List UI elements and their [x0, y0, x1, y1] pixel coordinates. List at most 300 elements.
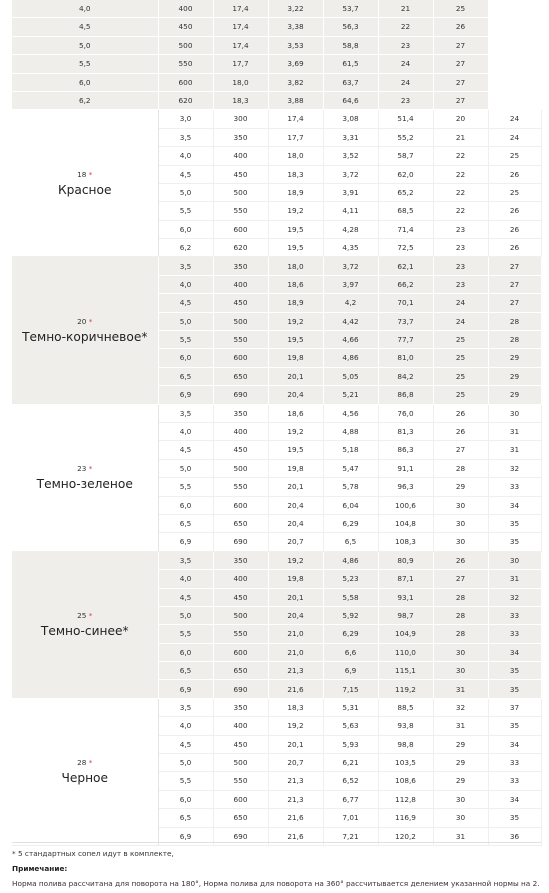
table-row	[12, 55, 541, 73]
table-cell: 18,6	[268, 275, 323, 293]
table-cell: 20,7	[268, 533, 323, 551]
table-cell: 6,0	[12, 73, 158, 91]
nozzle-color-name: Черное	[61, 771, 108, 786]
table-cell: 34	[488, 790, 541, 808]
table-cell: 93,1	[378, 588, 433, 606]
table-cell: 5,31	[323, 698, 378, 716]
table-cell: 27	[433, 570, 488, 588]
table-cell: 81,0	[378, 349, 433, 367]
table-cell: 112,8	[378, 790, 433, 808]
table-cell: 5,0	[158, 754, 213, 772]
table-row	[12, 257, 541, 275]
table-cell: 3,97	[323, 275, 378, 293]
table-cell: 18,6	[268, 404, 323, 422]
table-cell: 33	[488, 478, 541, 496]
table-cell: 3,5	[158, 404, 213, 422]
color-group-cell	[12, 404, 158, 551]
nozzle-performance-table	[12, 0, 542, 846]
table-cell: 17,4	[213, 0, 268, 18]
table-cell: 6,9	[158, 533, 213, 551]
nozzle-number-value: 18	[77, 169, 87, 179]
table-cell: 4,5	[158, 294, 213, 312]
table-cell: 19,2	[268, 717, 323, 735]
table-cell: 21,6	[268, 809, 323, 827]
table-cell: 5,47	[323, 459, 378, 477]
table-cell: 62,0	[378, 165, 433, 183]
table-cell: 6,0	[158, 349, 213, 367]
table-cell: 23	[433, 257, 488, 275]
table-cell: 7,01	[323, 809, 378, 827]
table-cell: 35	[488, 662, 541, 680]
table-cell: 600	[213, 790, 268, 808]
divider	[12, 842, 541, 843]
table-cell: 600	[213, 643, 268, 661]
table-cell: 20,4	[268, 514, 323, 532]
table-cell: 27	[488, 257, 541, 275]
table-cell: 3,22	[268, 0, 323, 18]
table-cell: 3,88	[268, 91, 323, 109]
table-cell: 30	[433, 662, 488, 680]
table-cell: 23	[433, 220, 488, 238]
nozzle-number	[12, 171, 158, 178]
nozzle-color-name: Красное	[58, 182, 112, 197]
table-cell: 450	[213, 294, 268, 312]
table-cell: 64,6	[323, 91, 378, 109]
table-cell: 19,8	[268, 570, 323, 588]
nozzle-number-value: 28	[77, 758, 87, 768]
nozzle-star: *	[88, 316, 93, 326]
table-cell: 86,3	[378, 441, 433, 459]
table-cell: 5,5	[12, 55, 158, 73]
table-cell: 23	[433, 239, 488, 257]
table-cell: 96,3	[378, 478, 433, 496]
table-cell: 24	[378, 73, 433, 91]
table-cell: 4,42	[323, 312, 378, 330]
table-cell: 27	[488, 294, 541, 312]
table-cell: 108,6	[378, 772, 433, 790]
table-cell: 6,2	[158, 239, 213, 257]
table-cell: 4,56	[323, 404, 378, 422]
table-cell: 6,77	[323, 790, 378, 808]
table-cell: 17,4	[213, 18, 268, 36]
table-cell: 33	[488, 772, 541, 790]
table-cell: 18,9	[268, 294, 323, 312]
table-cell: 18,3	[213, 91, 268, 109]
table-cell: 32	[488, 588, 541, 606]
table-cell: 650	[213, 514, 268, 532]
table-cell: 63,7	[323, 73, 378, 91]
table-cell: 71,4	[378, 220, 433, 238]
table-cell: 18,0	[268, 257, 323, 275]
table-cell: 6,29	[323, 514, 378, 532]
table-cell: 3,91	[323, 183, 378, 201]
table-cell: 58,7	[378, 147, 433, 165]
table-cell: 7,15	[323, 680, 378, 698]
table-cell: 620	[213, 239, 268, 257]
color-group-cell	[12, 110, 158, 257]
table-cell: 450	[213, 441, 268, 459]
table-cell: 31	[433, 827, 488, 845]
nozzle-number	[12, 465, 158, 472]
table-cell: 35	[488, 809, 541, 827]
footnote-text: * 5 стандартных сопел идут в комплекте,	[12, 849, 174, 858]
table-cell: 31	[488, 570, 541, 588]
table-cell: 19,5	[268, 331, 323, 349]
table-cell: 3,72	[323, 257, 378, 275]
table-cell: 29	[433, 772, 488, 790]
table-cell: 3,53	[268, 36, 323, 54]
table-cell: 19,5	[268, 441, 323, 459]
table-cell: 6,5	[323, 533, 378, 551]
table-cell: 350	[213, 128, 268, 146]
table-cell: 690	[213, 386, 268, 404]
table-cell: 18,0	[213, 73, 268, 91]
table-cell: 20,1	[268, 478, 323, 496]
table-cell: 26	[433, 551, 488, 569]
table-cell: 27	[433, 36, 488, 54]
table-cell: 350	[213, 257, 268, 275]
table-cell: 6,0	[158, 496, 213, 514]
table-cell: 550	[158, 55, 213, 73]
table-cell: 17,4	[213, 36, 268, 54]
table-cell: 24	[378, 55, 433, 73]
table-cell: 20	[433, 110, 488, 128]
table-cell: 18,0	[268, 147, 323, 165]
table-cell: 29	[488, 349, 541, 367]
table-cell: 34	[488, 735, 541, 753]
table-cell: 4,28	[323, 220, 378, 238]
table-row	[12, 36, 541, 54]
table-cell: 19,2	[268, 312, 323, 330]
table-cell: 62,1	[378, 257, 433, 275]
table-cell: 5,18	[323, 441, 378, 459]
table-cell: 25	[433, 367, 488, 385]
table-cell: 21,3	[268, 772, 323, 790]
table-cell: 21,0	[268, 643, 323, 661]
table-cell: 73,7	[378, 312, 433, 330]
table-cell: 104,8	[378, 514, 433, 532]
table-cell: 34	[488, 496, 541, 514]
table-cell: 5,0	[12, 36, 158, 54]
table-cell: 25	[433, 0, 488, 18]
table-cell: 3,31	[323, 128, 378, 146]
table-cell: 26	[488, 239, 541, 257]
table-cell: 6,29	[323, 625, 378, 643]
table-cell: 4,0	[12, 0, 158, 18]
table-cell: 29	[488, 386, 541, 404]
table-cell: 500	[213, 312, 268, 330]
table-cell: 400	[158, 0, 213, 18]
table-cell: 18,9	[268, 183, 323, 201]
table-cell: 30	[433, 790, 488, 808]
table-cell: 30	[433, 533, 488, 551]
table-cell: 5,0	[158, 183, 213, 201]
table-cell: 88,5	[378, 698, 433, 716]
table-cell: 87,1	[378, 570, 433, 588]
table-cell: 20,4	[268, 386, 323, 404]
table-cell: 6,21	[323, 754, 378, 772]
table-cell: 68,5	[378, 202, 433, 220]
table-cell: 23	[378, 91, 433, 109]
table-cell: 24	[488, 110, 541, 128]
table-cell: 28	[433, 588, 488, 606]
table-cell: 450	[213, 165, 268, 183]
color-group-cell	[12, 551, 158, 698]
table-cell: 7,21	[323, 827, 378, 845]
table-cell: 35	[488, 514, 541, 532]
table-cell: 31	[488, 441, 541, 459]
nozzle-number	[12, 759, 158, 766]
table-cell: 115,1	[378, 662, 433, 680]
table-cell: 19,5	[268, 220, 323, 238]
table-cell: 70,1	[378, 294, 433, 312]
table-cell: 23	[433, 275, 488, 293]
table-cell: 30	[433, 809, 488, 827]
table-cell: 400	[213, 275, 268, 293]
table-cell: 22	[433, 183, 488, 201]
table-cell: 33	[488, 754, 541, 772]
table-cell: 35	[488, 680, 541, 698]
table-cell: 30	[433, 514, 488, 532]
empty-cell	[488, 55, 541, 73]
table-cell: 4,0	[158, 717, 213, 735]
table-cell: 550	[213, 625, 268, 643]
table-cell: 77,7	[378, 331, 433, 349]
table-cell: 6,5	[158, 367, 213, 385]
table-cell: 37	[488, 698, 541, 716]
table-cell: 25	[433, 349, 488, 367]
table-cell: 28	[433, 459, 488, 477]
nozzle-number-value: 25	[77, 611, 87, 621]
table-cell: 20,1	[268, 588, 323, 606]
table-cell: 35	[488, 717, 541, 735]
table-cell: 30	[488, 404, 541, 422]
table-cell: 600	[213, 220, 268, 238]
table-body	[12, 0, 541, 845]
table-cell: 6,5	[158, 662, 213, 680]
table-cell: 550	[213, 331, 268, 349]
table-cell: 25	[488, 183, 541, 201]
table-cell: 3,5	[158, 551, 213, 569]
nozzle-star: *	[88, 611, 93, 621]
nozzle-number	[12, 612, 158, 619]
table-cell: 4,5	[158, 735, 213, 753]
table-cell: 29	[433, 754, 488, 772]
table-cell: 29	[488, 367, 541, 385]
table-cell: 5,5	[158, 772, 213, 790]
table-row	[12, 698, 541, 716]
table-cell: 3,08	[323, 110, 378, 128]
table-cell: 81,3	[378, 422, 433, 440]
table-cell: 22	[433, 165, 488, 183]
table-cell: 30	[433, 496, 488, 514]
table-cell: 6,0	[158, 220, 213, 238]
table-cell: 21	[433, 128, 488, 146]
table-cell: 4,0	[158, 422, 213, 440]
table-cell: 5,5	[158, 625, 213, 643]
table-row	[12, 0, 541, 18]
table-cell: 5,5	[158, 331, 213, 349]
table-cell: 32	[488, 459, 541, 477]
table-cell: 4,0	[158, 147, 213, 165]
nozzle-number	[12, 318, 158, 325]
table-cell: 24	[433, 312, 488, 330]
table-cell: 5,5	[158, 202, 213, 220]
table-cell: 550	[213, 202, 268, 220]
table-cell: 6,0	[158, 643, 213, 661]
table-cell: 5,05	[323, 367, 378, 385]
table-cell: 21,0	[268, 625, 323, 643]
table-cell: 5,78	[323, 478, 378, 496]
table-cell: 5,0	[158, 459, 213, 477]
table-cell: 20,1	[268, 367, 323, 385]
table-cell: 3,5	[158, 257, 213, 275]
table-cell: 55,2	[378, 128, 433, 146]
nozzle-color-name: Темно-синее*	[40, 624, 129, 639]
table-cell: 450	[158, 18, 213, 36]
table-cell: 26	[433, 404, 488, 422]
table-cell: 4,0	[158, 570, 213, 588]
table-cell: 6,9	[158, 827, 213, 845]
table-row	[12, 18, 541, 36]
table-cell: 26	[433, 422, 488, 440]
table-cell: 3,52	[323, 147, 378, 165]
table-cell: 4,5	[158, 588, 213, 606]
table-cell: 5,93	[323, 735, 378, 753]
table-cell: 17,4	[268, 110, 323, 128]
nozzle-number-value: 23	[77, 463, 87, 473]
table-cell: 108,3	[378, 533, 433, 551]
table-cell: 500	[158, 36, 213, 54]
table-cell: 3,69	[268, 55, 323, 73]
table-cell: 450	[213, 588, 268, 606]
table-cell: 31	[488, 422, 541, 440]
table-cell: 19,2	[268, 202, 323, 220]
table-cell: 350	[213, 698, 268, 716]
table-cell: 56,3	[323, 18, 378, 36]
table-cell: 23	[378, 36, 433, 54]
table-cell: 65,2	[378, 183, 433, 201]
table-cell: 4,35	[323, 239, 378, 257]
table-cell: 6,6	[323, 643, 378, 661]
table-cell: 29	[433, 735, 488, 753]
table-cell: 76,0	[378, 404, 433, 422]
table-cell: 300	[213, 110, 268, 128]
table-cell: 6,9	[158, 386, 213, 404]
table-cell: 3,5	[158, 698, 213, 716]
note-title: Примечание:	[12, 864, 68, 873]
table-cell: 21,6	[268, 827, 323, 845]
table-cell: 6,9	[158, 680, 213, 698]
table-cell: 650	[213, 662, 268, 680]
table-cell: 20,4	[268, 496, 323, 514]
table-cell: 650	[213, 367, 268, 385]
table-cell: 24	[433, 294, 488, 312]
table-cell: 33	[488, 625, 541, 643]
table-cell: 61,5	[323, 55, 378, 73]
table-cell: 35	[488, 533, 541, 551]
table-cell: 26	[433, 18, 488, 36]
table-row	[12, 551, 541, 569]
table-cell: 690	[213, 680, 268, 698]
table-cell: 21	[378, 0, 433, 18]
table-cell: 53,7	[323, 0, 378, 18]
table-cell: 6,04	[323, 496, 378, 514]
table-cell: 3,38	[268, 18, 323, 36]
table-cell: 500	[213, 754, 268, 772]
table-cell: 600	[158, 73, 213, 91]
nozzle-color-name: Темно-зеленое	[36, 477, 133, 492]
nozzle-star: *	[88, 463, 93, 473]
table-cell: 6,5	[158, 514, 213, 532]
table-cell: 25	[433, 331, 488, 349]
table-row	[12, 110, 541, 128]
table-cell: 31	[433, 680, 488, 698]
table-cell: 17,7	[268, 128, 323, 146]
table-cell: 30	[488, 551, 541, 569]
table-row	[12, 73, 541, 91]
table-cell: 620	[158, 91, 213, 109]
table-cell: 5,0	[158, 606, 213, 624]
table-cell: 18,3	[268, 698, 323, 716]
empty-cell	[488, 73, 541, 91]
table-cell: 450	[213, 735, 268, 753]
table-cell: 17,7	[213, 55, 268, 73]
empty-cell	[488, 36, 541, 54]
table-cell: 28	[433, 625, 488, 643]
table-cell: 3,5	[158, 128, 213, 146]
table-cell: 26	[488, 202, 541, 220]
table-cell: 6,9	[323, 662, 378, 680]
empty-cell	[488, 18, 541, 36]
table-cell: 21,3	[268, 790, 323, 808]
table-cell: 6,52	[323, 772, 378, 790]
table-cell: 84,2	[378, 367, 433, 385]
table-cell: 19,5	[268, 239, 323, 257]
table-cell: 600	[213, 496, 268, 514]
table-cell: 58,8	[323, 36, 378, 54]
table-cell: 80,9	[378, 551, 433, 569]
table-cell: 24	[488, 128, 541, 146]
table-cell: 22	[433, 147, 488, 165]
table-cell: 98,8	[378, 735, 433, 753]
table-cell: 500	[213, 459, 268, 477]
table-cell: 31	[433, 717, 488, 735]
table-cell: 72,5	[378, 239, 433, 257]
table-cell: 5,63	[323, 717, 378, 735]
table-cell: 4,86	[323, 349, 378, 367]
table-cell: 400	[213, 147, 268, 165]
table-cell: 26	[488, 220, 541, 238]
table-cell: 19,8	[268, 459, 323, 477]
table-cell: 5,23	[323, 570, 378, 588]
table-cell: 103,5	[378, 754, 433, 772]
table-cell: 4,86	[323, 551, 378, 569]
table-cell: 690	[213, 533, 268, 551]
table-cell: 4,88	[323, 422, 378, 440]
table-cell: 34	[488, 643, 541, 661]
table-cell: 6,0	[158, 790, 213, 808]
table-cell: 20,4	[268, 606, 323, 624]
note-text: Норма полива рассчитана для поворота на 180°, Норма полива для поворота на 360° рассчитывается делением указанной нормы на 2.	[12, 879, 540, 888]
empty-cell	[488, 0, 541, 18]
table-cell: 28	[433, 606, 488, 624]
table-cell: 93,8	[378, 717, 433, 735]
table-cell: 100,6	[378, 496, 433, 514]
nozzle-star: *	[88, 169, 93, 179]
table-row	[12, 91, 541, 109]
table-cell: 500	[213, 183, 268, 201]
